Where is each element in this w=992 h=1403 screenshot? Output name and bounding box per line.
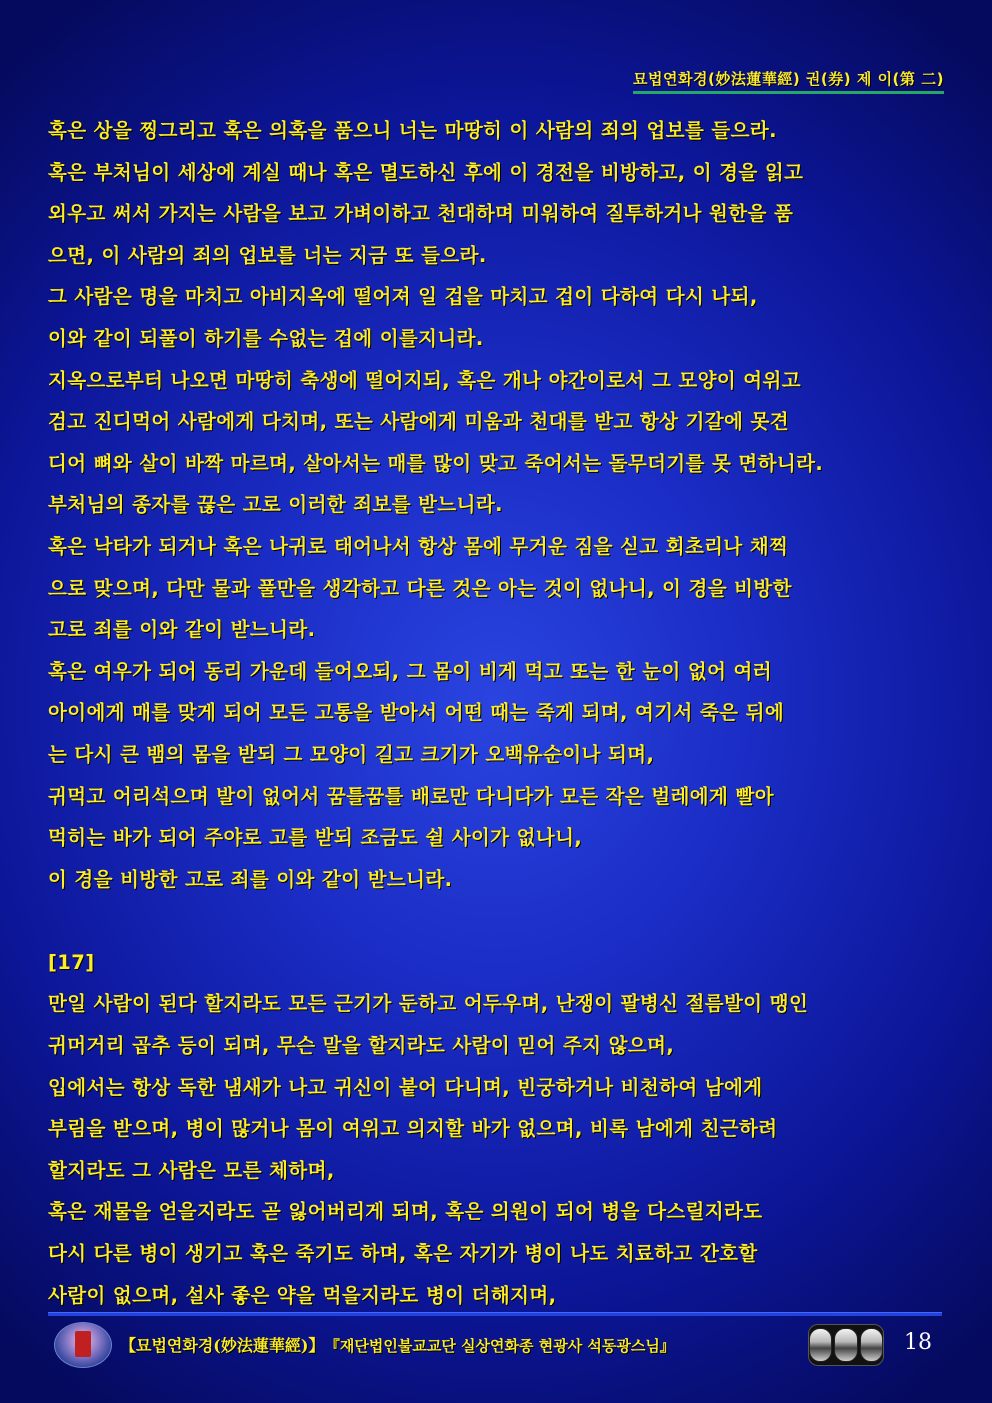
text-line: 부림을 받으며, 병이 많거나 몸이 여위고 의지할 바가 없으며, 비록 남에게 친근하려 bbox=[48, 1117, 778, 1141]
footer-divider bbox=[48, 1312, 942, 1316]
text-line: 으로 맞으며, 다만 물과 풀만을 생각하고 다른 것은 아는 것이 없나니, 이 경을 비방한 bbox=[48, 576, 792, 600]
text-line: 이와 같이 되풀이 하기를 수없는 겁에 이를지니라. bbox=[48, 326, 484, 350]
text-line: 혹은 여우가 되어 동리 가운데 들어오되, 그 몸이 비게 먹고 또는 한 눈이 없어 여러 bbox=[48, 659, 773, 683]
temple-emblem-icon bbox=[54, 1322, 112, 1368]
text-line: 으면, 이 사람의 죄의 업보를 너는 지금 또 들으라. bbox=[48, 243, 487, 267]
text-line: 혹은 부처님이 세상에 계실 때나 혹은 멸도하신 후에 이 경전을 비방하고, 이 경을 읽고 bbox=[48, 160, 804, 184]
text-line: 외우고 써서 가지는 사람을 보고 가벼이하고 천대하며 미워하여 질투하거나 원한을 품 bbox=[48, 202, 794, 226]
text-line: 아이에게 매를 맞게 되어 모든 고통을 받아서 어떤 때는 죽게 되며, 여기서 죽은 뒤에 bbox=[48, 701, 785, 725]
text-line: 혹은 재물을 얻을지라도 곧 잃어버리게 되며, 혹은 의원이 되어 병을 다스릴지라도 bbox=[48, 1200, 763, 1224]
text-line: 할지라도 그 사람은 모른 체하며, bbox=[48, 1158, 335, 1182]
text-line: 그 사람은 명을 마치고 아비지옥에 떨어져 일 겁을 마치고 겁이 다하여 다시 나되, bbox=[48, 285, 758, 309]
text-line: 귀머거리 곱추 등이 되며, 무슨 말을 할지라도 사람이 믿어 주지 않으며, bbox=[48, 1034, 675, 1058]
text-line: 사람이 없으며, 설사 좋은 약을 먹을지라도 병이 더해지며, bbox=[48, 1283, 557, 1307]
text-line: 입에서는 항상 독한 냄새가 나고 귀신이 붙어 다니며, 빈궁하거나 비천하여 남에게 bbox=[48, 1075, 763, 1099]
text-line: 혹은 낙타가 되거나 혹은 나귀로 태어나서 항상 몸에 무거운 짐을 싣고 회초리나 채찍 bbox=[48, 534, 789, 558]
body-text bbox=[48, 110, 948, 1316]
section-number: [17] bbox=[48, 950, 95, 974]
blank-line bbox=[48, 900, 948, 942]
text-line: 귀먹고 어리석으며 발이 없어서 꿈틀꿈틀 배로만 다니다가 모든 작은 벌레에게 빨아 bbox=[48, 784, 774, 808]
text-line: 이 경을 비방한 고로 죄를 이와 같이 받느니라. bbox=[48, 867, 453, 891]
running-header: 묘법연화경(妙法蓮華經) 권(券) 제 이(第 二) bbox=[633, 68, 944, 94]
text-line: 는 다시 큰 뱀의 몸을 받되 그 모양이 길고 크기가 오백유순이나 되며, bbox=[48, 742, 655, 766]
text-line: 부처님의 종자를 끊은 고로 이러한 죄보를 받느니라. bbox=[48, 493, 503, 517]
text-line: 고로 죄를 이와 같이 받느니라. bbox=[48, 618, 316, 642]
footer-publisher: 『재단법인불교교단 실상연화종 현광사 석동광스님』 bbox=[332, 1337, 675, 1355]
text-line: 다시 다른 병이 생기고 혹은 죽기도 하며, 혹은 자기가 병이 나도 치료하고 간호할 bbox=[48, 1242, 758, 1266]
text-line: 디어 뼈와 살이 바짝 마르며, 살아서는 매를 많이 맞고 죽어서는 돌무더기를 못 면하니라. bbox=[48, 451, 824, 475]
page-footer bbox=[48, 1320, 942, 1368]
footer-caption bbox=[120, 1333, 675, 1356]
text-line: 혹은 상을 찡그리고 혹은 의혹을 품으니 너는 마땅히 이 사람의 죄의 업보를 들으라. bbox=[48, 119, 777, 142]
text-line: 먹히는 바가 되어 주야로 고를 받되 조금도 쉴 사이가 없나니, bbox=[48, 826, 583, 850]
text-line: 지옥으로부터 나오면 마땅히 축생에 떨어지되, 혹은 개나 야간이로서 그 모양이 여위고 bbox=[48, 368, 801, 392]
three-figures-emblem-icon bbox=[808, 1324, 884, 1366]
page-number: 18 bbox=[904, 1330, 932, 1355]
text-line: 검고 진디먹어 사람에게 다치며, 또는 사람에게 미움과 천대를 받고 항상 기갈에 못견 bbox=[48, 410, 789, 434]
text-line: 만일 사람이 된다 할지라도 모든 근기가 둔하고 어두우며, 난쟁이 팔병신 절름발이 맹인 bbox=[48, 992, 809, 1016]
footer-book-title: 【묘법연화경(妙法蓮華經)】 bbox=[120, 1336, 325, 1355]
